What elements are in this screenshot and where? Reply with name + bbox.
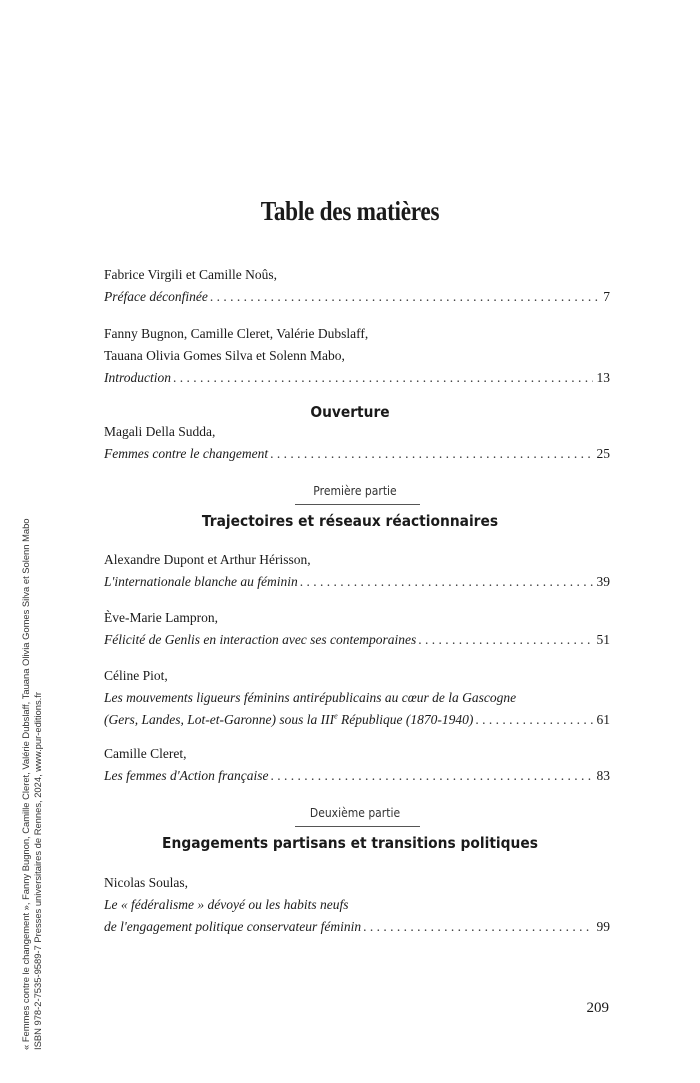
dot-leader <box>363 916 592 938</box>
entry-author: Fanny Bugnon, Camille Cleret, Valérie Dubslaff, <box>104 326 369 341</box>
entry-page: 99 <box>596 919 610 934</box>
entry-title: Félicité de Genlis en interaction avec ses contemporaines <box>104 632 417 647</box>
entry-title: L'internationale blanche au féminin <box>104 574 298 589</box>
dot-leader <box>173 367 593 389</box>
entry-title-line: Les mouvements ligueurs féminins antirépublicains au cœur de la Gascogne <box>104 690 517 705</box>
page-number: 209 <box>586 1000 609 1016</box>
entry-title: de l'engagement politique conservateur féminin <box>104 919 362 934</box>
toc-entry <box>104 264 610 308</box>
entry-title-line: Le « fédéralisme » dévoyé ou les habits neufs <box>104 897 349 912</box>
side-copyright-text <box>20 518 44 1050</box>
toc-entry <box>104 549 610 593</box>
entry-page: 7 <box>603 289 610 304</box>
toc-line[interactable] <box>104 709 610 731</box>
entry-page: 51 <box>596 632 610 647</box>
toc-line[interactable] <box>104 367 610 389</box>
toc-line[interactable] <box>104 286 610 308</box>
toc-line[interactable] <box>104 765 610 787</box>
toc-line[interactable] <box>104 629 610 651</box>
side-text-line: « Femmes contre le changement », Fanny Bugnon, Camille Cleret, Valérie Dubslaff, Tauana Olivia Gomes Silva et Solenn Mabo <box>20 518 31 1050</box>
part-divider <box>295 826 420 827</box>
toc-entry <box>104 665 610 731</box>
part-label: Deuxième partie <box>309 806 401 820</box>
entry-author: Ève-Marie Lampron, <box>104 610 218 625</box>
entry-page: 61 <box>596 712 610 727</box>
section-heading-ouverture: Ouverture <box>310 403 390 421</box>
entry-page: 39 <box>596 574 610 589</box>
page-title: Table des matières <box>260 196 440 226</box>
part-title: Trajectoires et réseaux réactionnaires <box>201 512 499 530</box>
entry-author: Céline Piot, <box>104 668 168 683</box>
toc-entry <box>104 607 610 651</box>
side-text-line: ISBN 978-2-7535-9589-7 Presses universitaires de Rennes, 2024, www.pur-editions.fr <box>32 692 43 1050</box>
entry-page: 83 <box>596 768 610 783</box>
entry-title: Introduction <box>104 370 171 385</box>
entry-author: Nicolas Soulas, <box>104 875 188 890</box>
toc-entry <box>104 421 610 465</box>
dot-leader <box>300 571 593 593</box>
entry-title: (Gers, Landes, Lot-et-Garonne) sous la IIIe République (1870-1940) <box>104 711 474 727</box>
toc-entry <box>104 743 610 787</box>
entry-page: 13 <box>596 370 610 385</box>
toc-entry <box>104 323 610 389</box>
part-title: Engagements partisans et transitions politiques <box>162 834 538 852</box>
entry-author: Camille Cleret, <box>104 746 187 761</box>
entry-title: Les femmes d'Action française <box>104 768 269 783</box>
toc-line[interactable] <box>104 571 610 593</box>
dot-leader <box>475 709 592 731</box>
toc-entry <box>104 872 610 938</box>
entry-author: Fabrice Virgili et Camille Noûs, <box>104 267 278 282</box>
entry-author: Magali Della Sudda, <box>104 424 216 439</box>
entry-title: Préface déconfinée <box>104 289 208 304</box>
part-label: Première partie <box>313 484 397 498</box>
dot-leader <box>271 765 593 787</box>
dot-leader <box>418 629 592 651</box>
toc-line[interactable] <box>104 916 610 938</box>
entry-page: 25 <box>596 446 610 461</box>
toc-line[interactable] <box>104 443 610 465</box>
entry-title: Femmes contre le changement <box>104 446 269 461</box>
dot-leader <box>270 443 592 465</box>
entry-author: Tauana Olivia Gomes Silva et Solenn Mabo, <box>104 348 345 363</box>
dot-leader <box>210 286 599 308</box>
entry-author: Alexandre Dupont et Arthur Hérisson, <box>104 552 311 567</box>
part-divider <box>295 504 420 505</box>
